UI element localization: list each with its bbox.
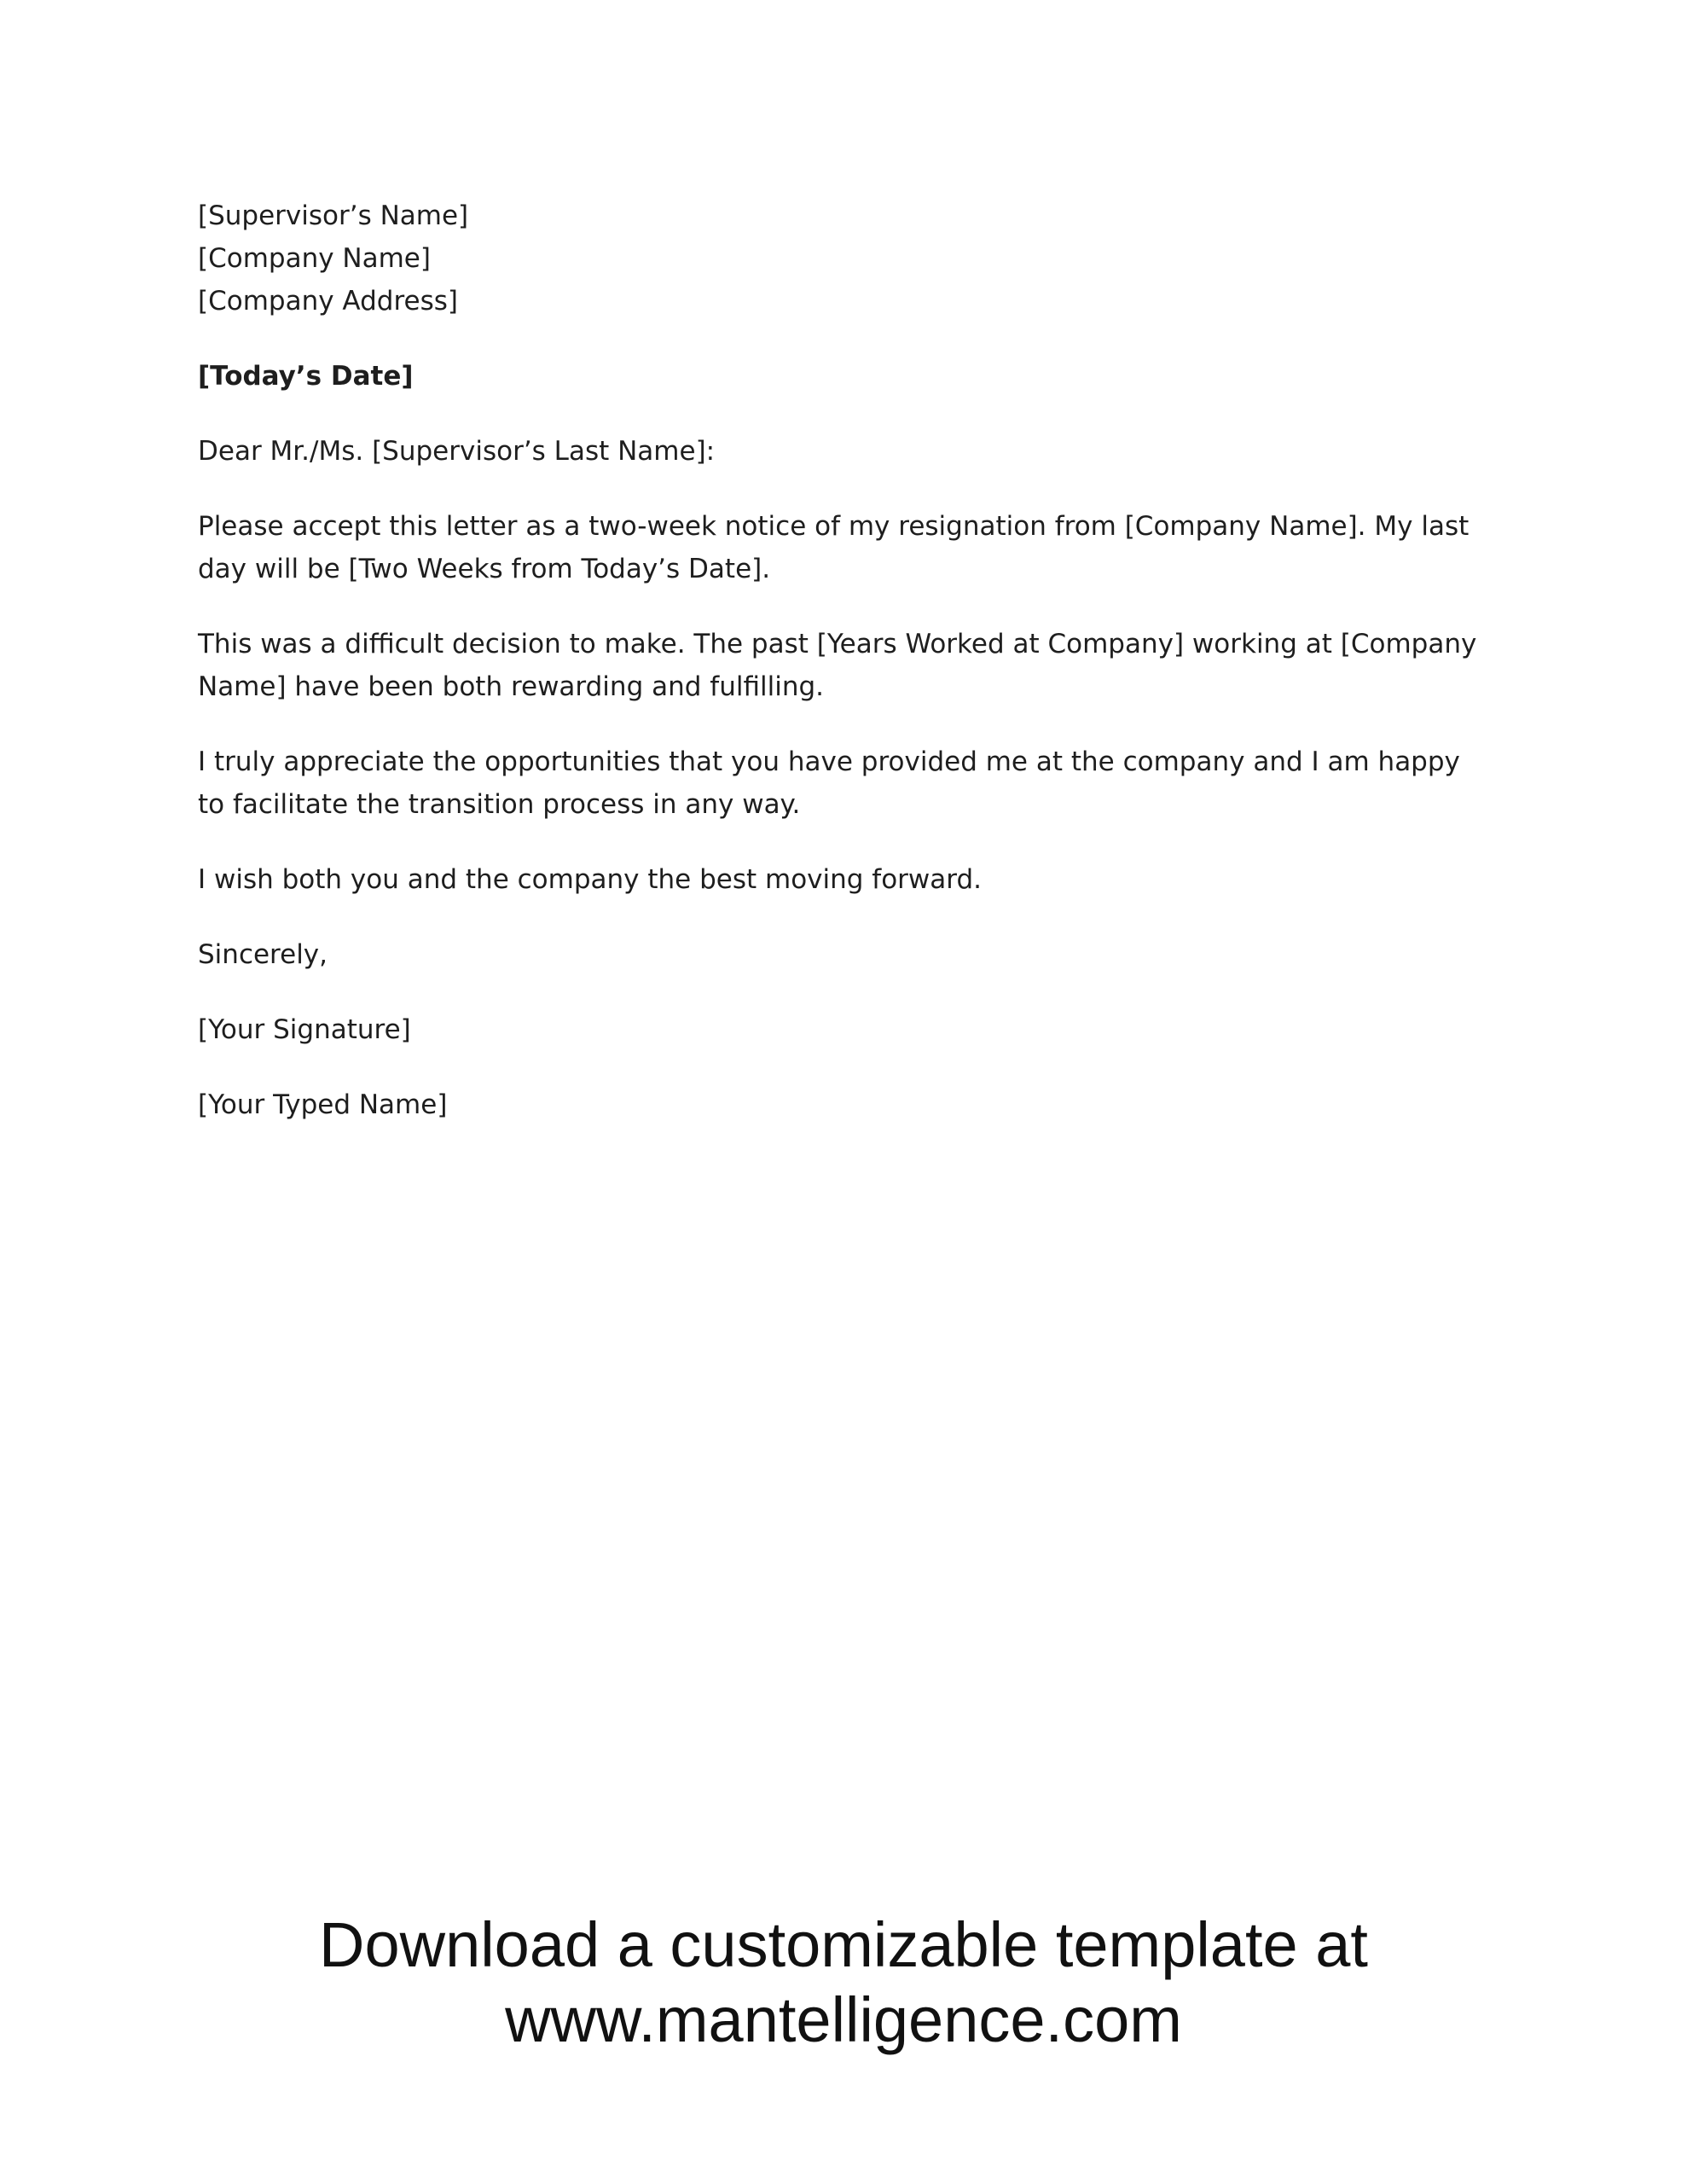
letter-body [198,195,1494,1159]
signature-placeholder: [Your Signature] [198,1014,411,1045]
paragraph-notice: Please accept this letter as a two-week notice of my resignation from [Company Name]. My last day will be [Two Weeks from Today’s Date]. [198,511,1470,584]
paragraph-appreciation: I truly appreciate the opportunities that you have provided me at the company and I am happy to facilitate the transition process in any way. [198,746,1460,820]
promo-url: www.mantelligence.com [505,1984,1182,2055]
salutation: Dear Mr./Ms. [Supervisor’s Last Name]: [198,436,716,467]
paragraph-wishes: I wish both you and the company the best moving forward. [198,864,983,895]
typed-name-placeholder: [Your Typed Name] [198,1089,448,1120]
download-promo [0,1908,1687,2058]
promo-line-1: Download a customizable template at [319,1909,1368,1980]
recipient-address-block [198,195,1494,322]
company-address: [Company Address] [198,286,458,317]
paragraph-decision: This was a difficult decision to make. The past [Years Worked at Company] working at [Company Name] have been both rewarding and fulfilling. [198,629,1477,702]
letter-date: [Today’s Date] [198,361,414,392]
company-name: [Company Name] [198,243,431,274]
closing: Sincerely, [198,939,328,970]
supervisor-name: [Supervisor’s Name] [198,200,469,231]
